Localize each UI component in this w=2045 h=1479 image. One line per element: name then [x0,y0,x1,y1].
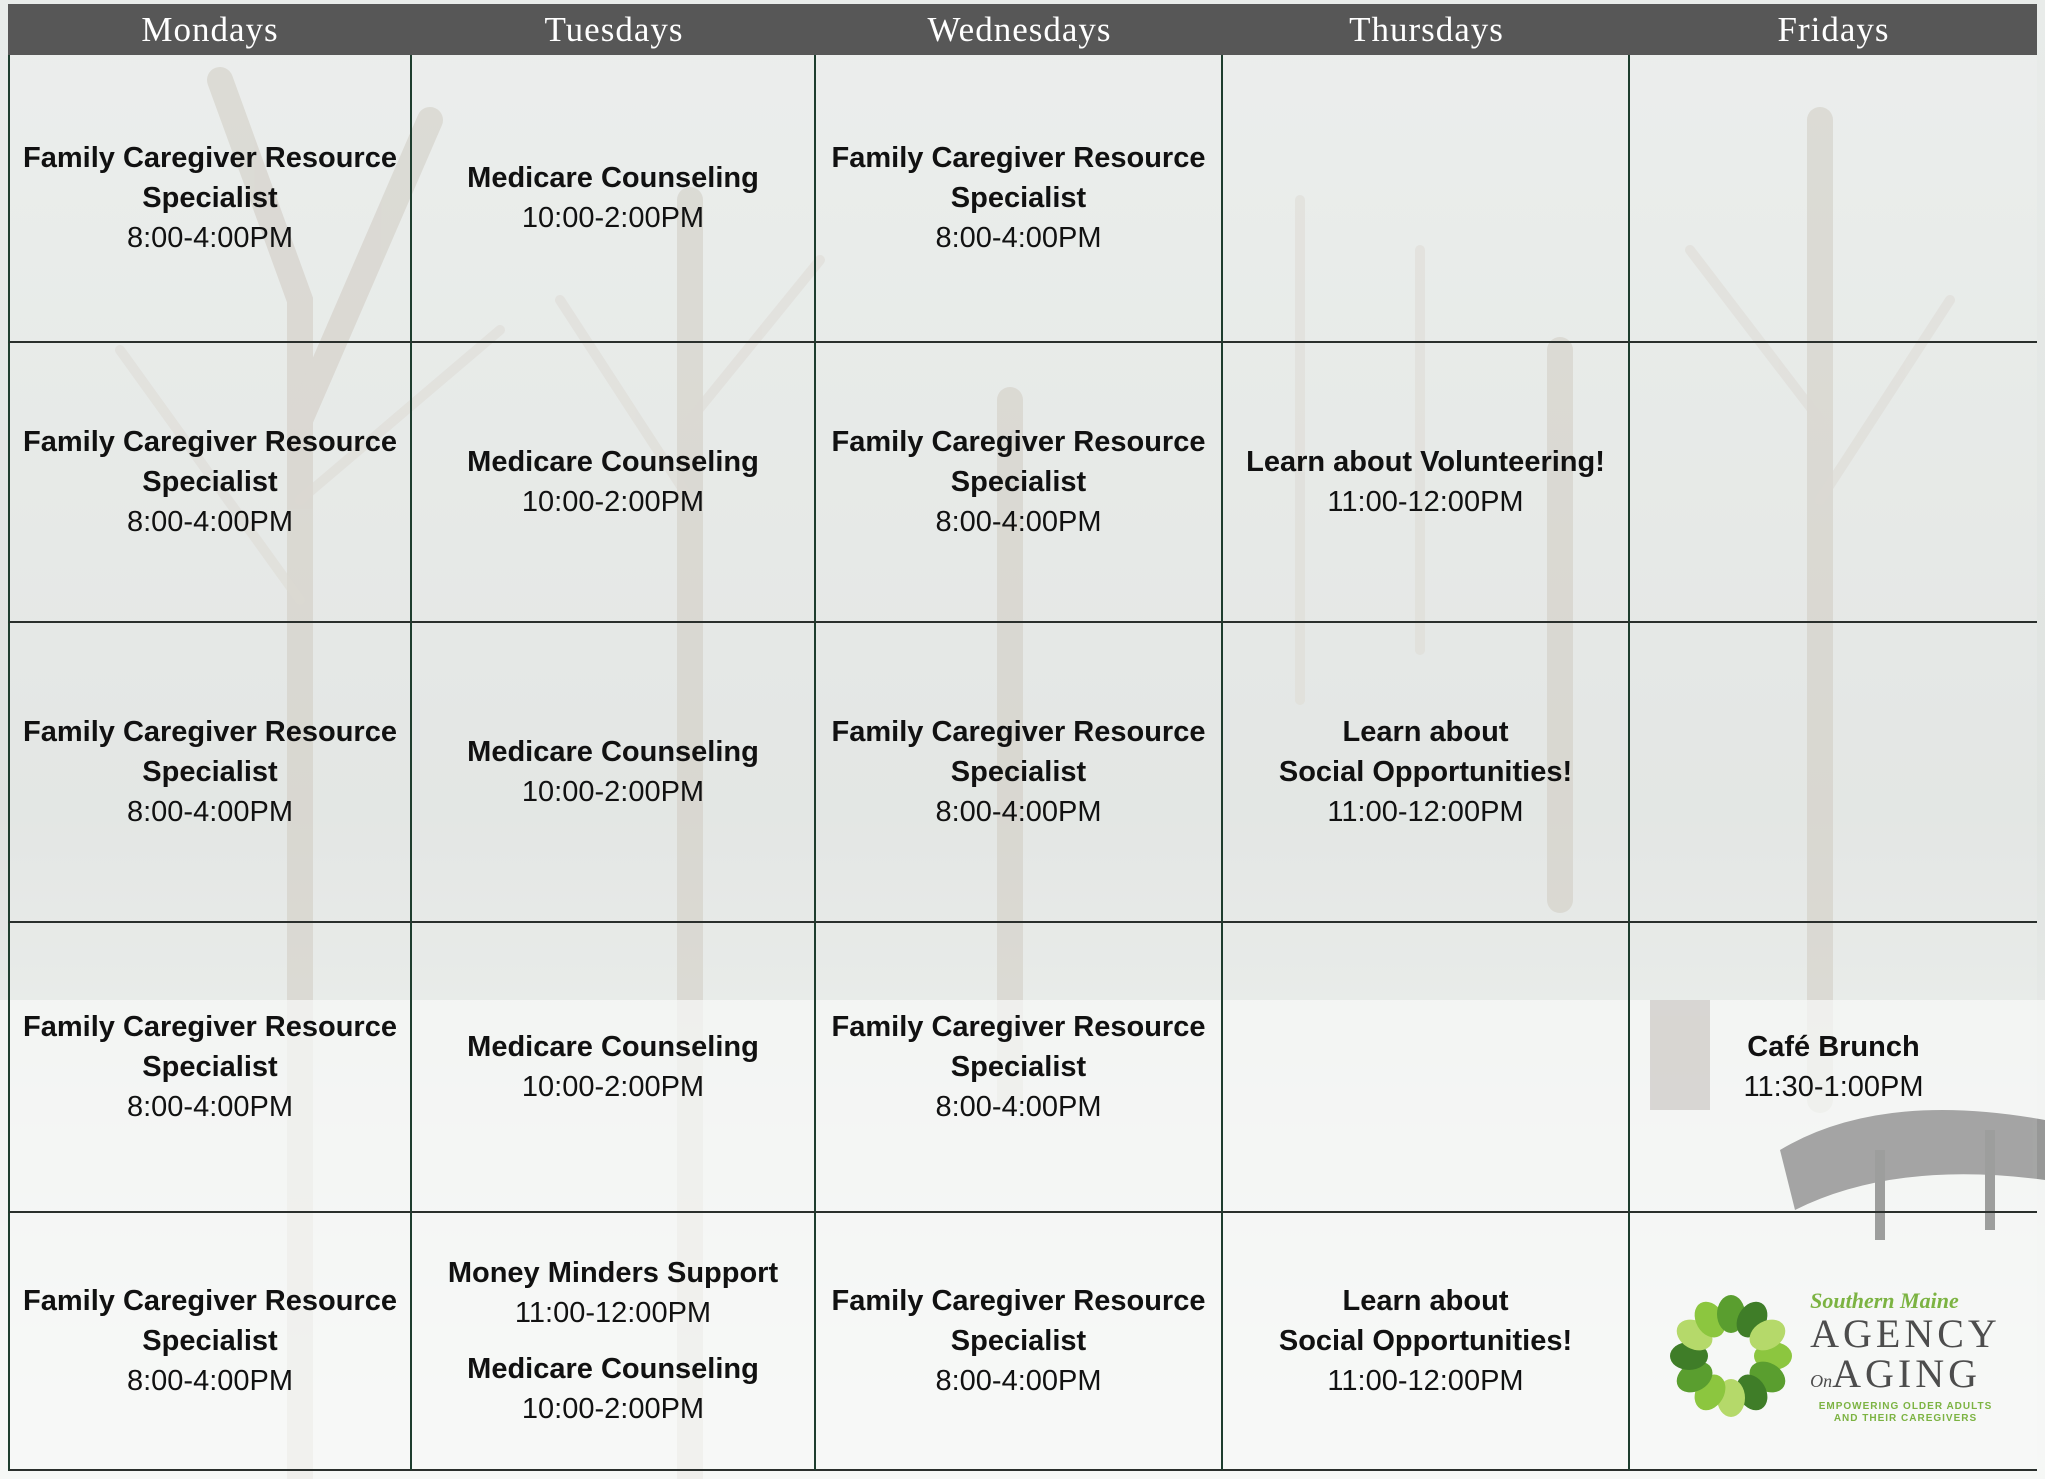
event-title: Family Caregiver Resource Specialist [831,1011,1206,1083]
schedule-cell [816,923,1223,1213]
event-title: Learn about Social Opportunities! [1278,1285,1573,1357]
event-title: Family Caregiver Resource Specialist [23,1011,397,1083]
schedule-cell [816,343,1223,623]
event-time: 8:00-4:00PM [126,506,294,538]
schedule-cell [8,623,412,923]
event-time: 8:00-4:00PM [935,1091,1102,1123]
schedule-cell [1630,343,2037,623]
event-time: 8:00-4:00PM [126,222,294,254]
event-time: 10:00-2:00PM [521,486,705,518]
event-time: 8:00-4:00PM [935,222,1102,254]
schedule-cell [412,55,816,343]
event-title: Family Caregiver Resource Specialist [23,142,397,214]
schedule-cell [1223,623,1630,923]
schedule-cell [1630,1213,2037,1471]
logo-tagline-1: EMPOWERING OLDER ADULTS [1818,1400,1993,1412]
schedule-cell [8,923,412,1213]
logo-on: On [1810,1370,1833,1391]
event-title: Family Caregiver Resource Specialist [23,1285,397,1357]
day-header-wednesdays: Wednesdays [816,4,1223,55]
day-header-tuesdays: Tuesdays [412,4,816,55]
logo-line-3 [1810,1350,2001,1401]
event-title: Medicare Counseling [467,446,759,478]
event-time: 8:00-4:00PM [935,506,1102,538]
event-time: 10:00-2:00PM [521,776,705,808]
event-title: Family Caregiver Resource Specialist [23,426,397,498]
schedule-cell [8,55,412,343]
schedule-cell [8,1213,412,1471]
schedule-cell [1223,1213,1630,1471]
event-time: 11:00-12:00PM [1327,486,1524,518]
schedule-cell [816,623,1223,923]
schedule-cell [412,623,816,923]
event-title: Learn about Volunteering! [1246,446,1605,478]
schedule-cell [412,923,816,1213]
schedule-cell [816,1213,1223,1471]
event-time: 11:00-12:00PM [1327,796,1524,828]
event-time: 11:00-12:00PM [1327,1365,1524,1397]
schedule-cell [412,1213,816,1471]
flower-logo-icon [1666,1291,1796,1421]
event-title: Medicare Counseling [467,1031,759,1063]
schedule-cell [1223,343,1630,623]
schedule-cell [816,55,1223,343]
event-time: 8:00-4:00PM [126,1365,294,1397]
day-header-fridays: Fridays [1630,4,2037,55]
event-title: Money Minders Support [447,1257,779,1289]
event-title: Medicare Counseling [467,736,759,768]
event-time: 8:00-4:00PM [126,796,294,828]
event-time: 8:00-4:00PM [935,1365,1102,1397]
logo-line-1: Southern Maine [1810,1287,1959,1313]
event-title: Family Caregiver Resource Specialist [831,142,1206,214]
logo-wordmark [1810,1288,2001,1425]
schedule-grid [8,4,2037,1471]
event-title: Family Caregiver Resource Specialist [831,1285,1206,1357]
logo-aging: AGING [1832,1350,1982,1396]
event-time: 8:00-4:00PM [935,796,1102,828]
logo-line-2: AGENCY [1810,1310,2001,1356]
day-header-thursdays: Thursdays [1223,4,1630,55]
schedule-cell [1223,55,1630,343]
event-title: Medicare Counseling [467,162,759,194]
schedule-cell [412,343,816,623]
event-title: Family Caregiver Resource Specialist [23,716,397,788]
event-time: 8:00-4:00PM [126,1091,294,1123]
logo-tagline-2: AND THEIR CAREGIVERS [1833,1412,1978,1424]
schedule-cell [1630,923,2037,1213]
schedule-cell [1630,623,2037,923]
event-title: Family Caregiver Resource Specialist [831,426,1206,498]
schedule-cell [1630,55,2037,343]
event-time: 10:00-2:00PM [521,202,705,234]
event-time: 10:00-2:00PM [521,1071,705,1103]
event-time: 11:30-1:00PM [1743,1071,1924,1103]
schedule-cell [1223,923,1630,1213]
day-header-mondays: Mondays [8,4,412,55]
event-title: Medicare Counseling [467,1353,759,1385]
event-title: Learn about Social Opportunities! [1278,716,1573,788]
agency-logo [1666,1288,2001,1425]
event-time: 10:00-2:00PM [521,1393,705,1425]
event-time: 11:00-12:00PM [514,1297,712,1329]
event-title: Family Caregiver Resource Specialist [831,716,1206,788]
schedule-cell [8,343,412,623]
event-title: Café Brunch [1747,1031,1920,1063]
